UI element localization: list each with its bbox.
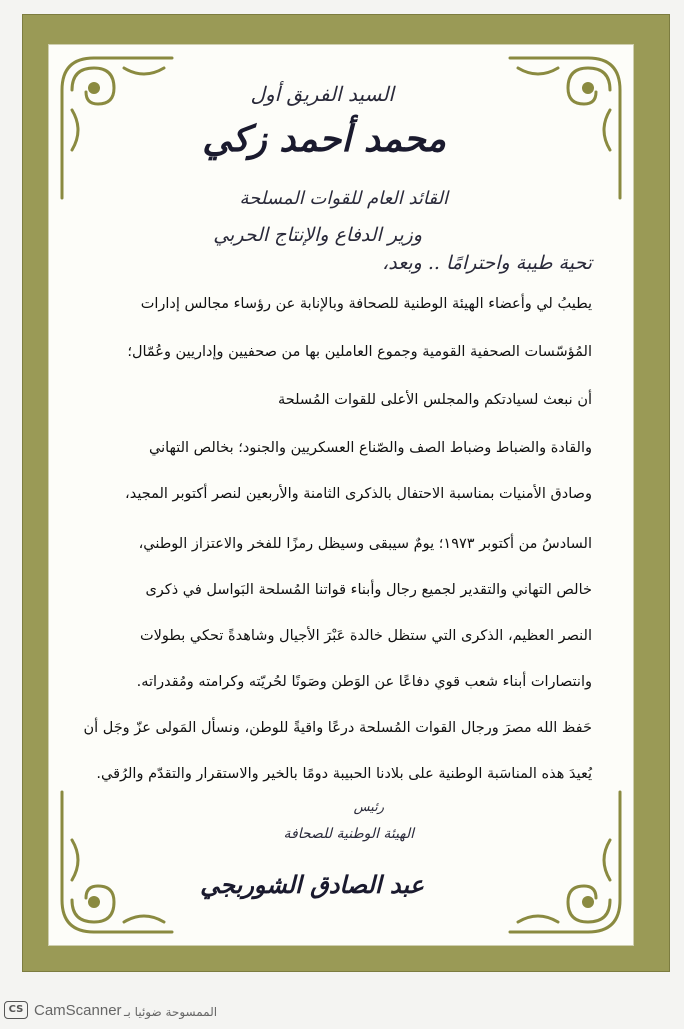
body-line-7: خالص التهاني والتقدير لجميع رجال وأبناء قواتنا المُسلحة البَواسل في ذكرى bbox=[145, 582, 592, 598]
body-line-10: حَفظ الله مصرَ ورجال القوات المُسلحة درعًا واقيةً للوطن، ونسأل المَولى عزّ وجَل أن bbox=[83, 720, 592, 736]
body-line-6: السادسُ من أكتوبر ١٩٧٣؛ يومٌ سيبقى وسيظل رمزًا للفخر والاعتزاز الوطني، bbox=[138, 536, 592, 552]
recipient-title-2: وزير الدفاع والإنتاج الحربي bbox=[213, 224, 422, 246]
body-line-3: أن نبعث لسيادتكم والمجلس الأعلى للقوات المُسلحة bbox=[277, 392, 592, 408]
ornament-top-left bbox=[54, 50, 174, 200]
signature-role: رئيس bbox=[353, 800, 384, 815]
ornament-top-right bbox=[508, 50, 628, 200]
signature-name: عبد الصادق الشوربجي bbox=[200, 870, 424, 899]
body-line-1: يطيبُ لي وأعضاء الهيئة الوطنية للصحافة وبالإنابة عن رؤساء مجالس إدارات bbox=[140, 296, 592, 312]
ornament-bottom-right bbox=[508, 790, 628, 940]
signature-org: الهيئة الوطنية للصحافة bbox=[283, 826, 414, 842]
scanned-with-label: الممسوحة ضوئيا بـ bbox=[124, 1005, 218, 1019]
body-line-9: وانتصارات أبناء شعب قوي دفاعًا عن الوَطن وصَونًا لحُريّته وكرامته ومُقدراته. bbox=[136, 674, 592, 690]
recipient-title-1: القائد العام للقوات المسلحة bbox=[239, 188, 448, 209]
camscanner-logo: CS bbox=[4, 1001, 28, 1019]
camscanner-brand: CamScanner bbox=[34, 1002, 122, 1019]
body-line-4: والقادة والضباط وضباط الصف والصّناع العسكريين والجنود؛ بخالص التهاني bbox=[149, 440, 592, 456]
salutation: السيد الفريق أول bbox=[250, 82, 394, 106]
ornament-bottom-left bbox=[54, 790, 174, 940]
recipient-name: محمد أحمد زكي bbox=[202, 118, 446, 160]
greeting: تحية طيبة واحترامًا .. وبعد، bbox=[382, 252, 592, 274]
body-line-2: المُؤسّسات الصحفية القومية وجموع العاملين بها من صحفيين وإداريين وعُمّال؛ bbox=[127, 344, 592, 360]
body-line-11: يُعيدَ هذه المناسَبة الوطنية على بلادنا الحبيبة دومًا بالخير والاستقرار والتقدّم والرُقي. bbox=[96, 766, 592, 782]
body-line-5: وصادق الأمنيات بمناسبة الاحتفال بالذكرى الثامنة والأربعين لنصر أكتوبر المجيد، bbox=[125, 486, 592, 502]
body-line-8: النصر العظيم، الذكرى التي ستظل خالدة عَبْرَ الأجيال وشاهدةً تحكي بطولات bbox=[139, 628, 592, 644]
